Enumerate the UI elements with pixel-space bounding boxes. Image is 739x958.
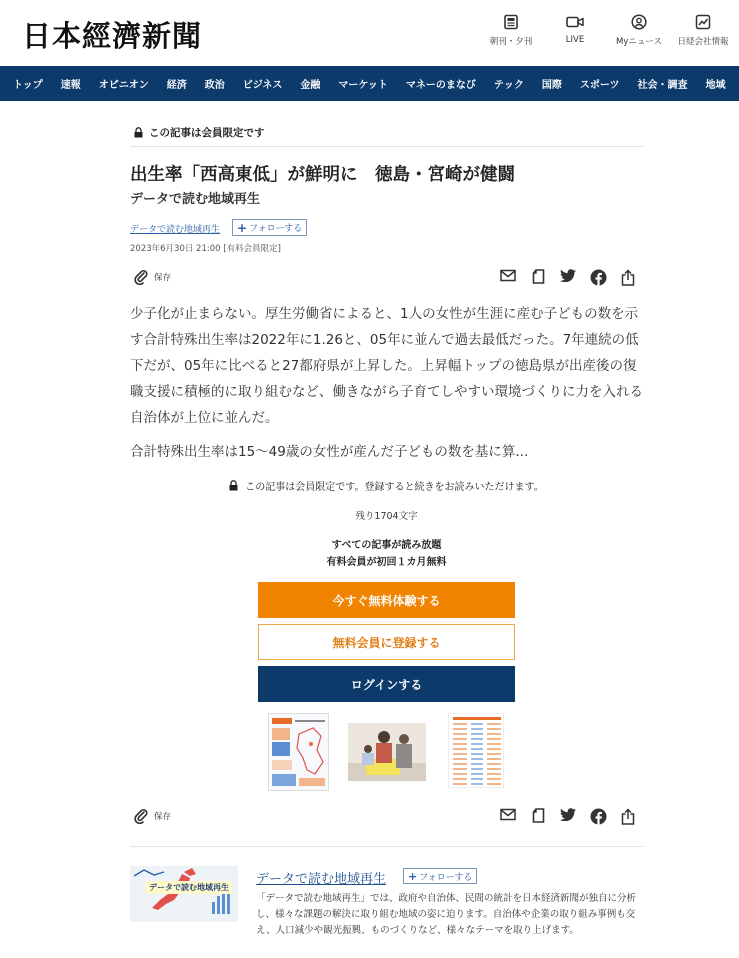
paperclip-icon xyxy=(134,269,148,285)
facebook-icon[interactable] xyxy=(583,808,613,825)
nav-item-politics[interactable]: 政治 xyxy=(204,80,225,91)
paperclip-icon xyxy=(134,808,148,824)
follow-label: フォローする xyxy=(249,224,303,234)
divider xyxy=(130,146,643,147)
header-link-label: Myニュース xyxy=(616,37,662,47)
thumbnail-table[interactable] xyxy=(448,713,504,788)
nav-item-opinion[interactable]: オピニオン xyxy=(98,80,149,91)
paywall-notice xyxy=(130,478,643,493)
nav-item-economy[interactable]: 経済 xyxy=(166,80,187,91)
newspaper-icon xyxy=(503,14,519,30)
publish-date: 2023年6月30日 21:00 [有料会員限定] xyxy=(130,244,281,254)
header-link-label: 朝刊・夕刊 xyxy=(489,37,533,47)
nav-item-regional[interactable]: 地域 xyxy=(705,80,726,91)
paywall-text: この記事は会員限定です。登録すると続きをお読みいただけます。 xyxy=(245,482,544,493)
lock-icon xyxy=(229,480,238,491)
thumbnail-map-chart[interactable] xyxy=(268,713,329,791)
header-link-newspaper[interactable] xyxy=(479,14,543,47)
facebook-icon[interactable] xyxy=(583,269,613,286)
remaining-chars: 残り1704文字 xyxy=(355,511,418,522)
save-label: 保存 xyxy=(154,812,172,822)
divider xyxy=(130,846,643,847)
save-button[interactable] xyxy=(134,808,171,824)
site-header xyxy=(0,0,739,66)
mail-icon[interactable] xyxy=(493,269,523,286)
bookmark-icon[interactable] xyxy=(523,269,553,286)
mail-icon[interactable] xyxy=(493,808,523,825)
member-only-label xyxy=(134,125,265,140)
register-button[interactable]: 無料会員に登録する xyxy=(258,624,515,660)
share-icons xyxy=(493,808,643,825)
article-title: 出生率「西高東低」が鮮明に 徳島・宮崎が健闘 xyxy=(130,165,515,185)
nav-item-top[interactable]: トップ xyxy=(13,80,43,91)
nikkei-logo[interactable]: 日本經濟新聞 xyxy=(22,19,203,53)
series-banner-image[interactable] xyxy=(130,866,238,922)
share-icons xyxy=(493,269,643,286)
nav-item-society[interactable]: 社会・調査 xyxy=(637,80,688,91)
nav-item-tech[interactable]: テック xyxy=(493,80,524,91)
article-body-paragraph: 少子化が止まらない。厚生労働省によると、1人の女性が生涯に産む子どもの数を示す合計特殊出生率は2022年に1.26と、05年に並んで過去最低だった。7年連続の低下だが、05年に比べると27都府県が上昇した。上昇幅トップの徳島県が出産後の復職支援に積極的に取り組むなど、働きながら子育てしやすい環境づくりに力を入れる自治体が上位に並んだ。 xyxy=(130,306,643,426)
follow-label: フォローする xyxy=(419,872,473,883)
share-icon[interactable] xyxy=(613,269,643,286)
series-link[interactable]: データで読む地域再生 xyxy=(130,225,221,235)
bookmark-icon[interactable] xyxy=(523,808,553,825)
article-body-truncated: 合計特殊出生率は15〜49歳の女性が産んだ子どもの数を基に算... xyxy=(130,444,529,460)
plus-icon: + xyxy=(408,869,418,883)
nav-item-breaking[interactable]: 速報 xyxy=(60,80,81,91)
nav-item-money[interactable]: マネーのまなび xyxy=(405,80,476,91)
login-button[interactable]: ログインする xyxy=(258,666,515,702)
promo-line-1: すべての記事が読み放題 xyxy=(331,540,442,551)
follow-button[interactable] xyxy=(232,219,307,236)
lock-icon xyxy=(134,127,143,138)
article-thumbnails xyxy=(130,713,643,793)
twitter-icon[interactable] xyxy=(553,808,583,825)
article-toolbar-top xyxy=(130,269,643,289)
share-icon[interactable] xyxy=(613,808,643,825)
chart-icon xyxy=(695,14,711,30)
nav-item-sports[interactable]: スポーツ xyxy=(579,80,620,91)
free-trial-button[interactable]: 今すぐ無料体験する xyxy=(258,582,515,618)
series-title-link[interactable]: データで読む地域再生 xyxy=(256,872,387,887)
header-link-company-info[interactable] xyxy=(671,14,735,47)
plus-icon: + xyxy=(237,220,248,235)
promo-line-2: 有料会員が初回１カ月無料 xyxy=(326,557,447,568)
main-nav xyxy=(0,66,739,101)
member-only-text: この記事は会員限定です xyxy=(149,127,265,139)
header-link-label: LIVE xyxy=(565,35,585,45)
series-description: 「データで読む地域再生」では、政府や自治体、民間の統計を日本経済新聞が独自に分析し、様々な課題の解決に取り組む地域の姿に迫ります。自治体や企業の取り組み事例も交え、人口減少や観光振興、ものづくりなど、様々なテーマを取り上げます。 xyxy=(256,893,637,936)
header-links xyxy=(479,14,735,47)
nav-item-market[interactable]: マーケット xyxy=(338,80,388,91)
nav-item-finance[interactable]: 金融 xyxy=(300,80,321,91)
twitter-icon[interactable] xyxy=(553,269,583,286)
video-icon xyxy=(566,14,584,30)
thumbnail-photo[interactable] xyxy=(348,723,426,781)
nav-item-international[interactable]: 国際 xyxy=(541,80,562,91)
header-link-live[interactable] xyxy=(543,14,607,47)
series-banner-text: データで読む地域再生 xyxy=(146,881,232,894)
article-subtitle: データで読む地域再生 xyxy=(130,192,261,207)
header-link-mynews[interactable] xyxy=(607,14,671,47)
save-button[interactable] xyxy=(134,269,171,285)
article-toolbar-bottom xyxy=(130,808,643,828)
header-link-label: 日経会社情報 xyxy=(677,37,729,47)
follow-button[interactable] xyxy=(403,868,477,884)
user-icon xyxy=(631,14,647,30)
save-label: 保存 xyxy=(154,273,172,283)
nav-item-business[interactable]: ビジネス xyxy=(242,80,283,91)
